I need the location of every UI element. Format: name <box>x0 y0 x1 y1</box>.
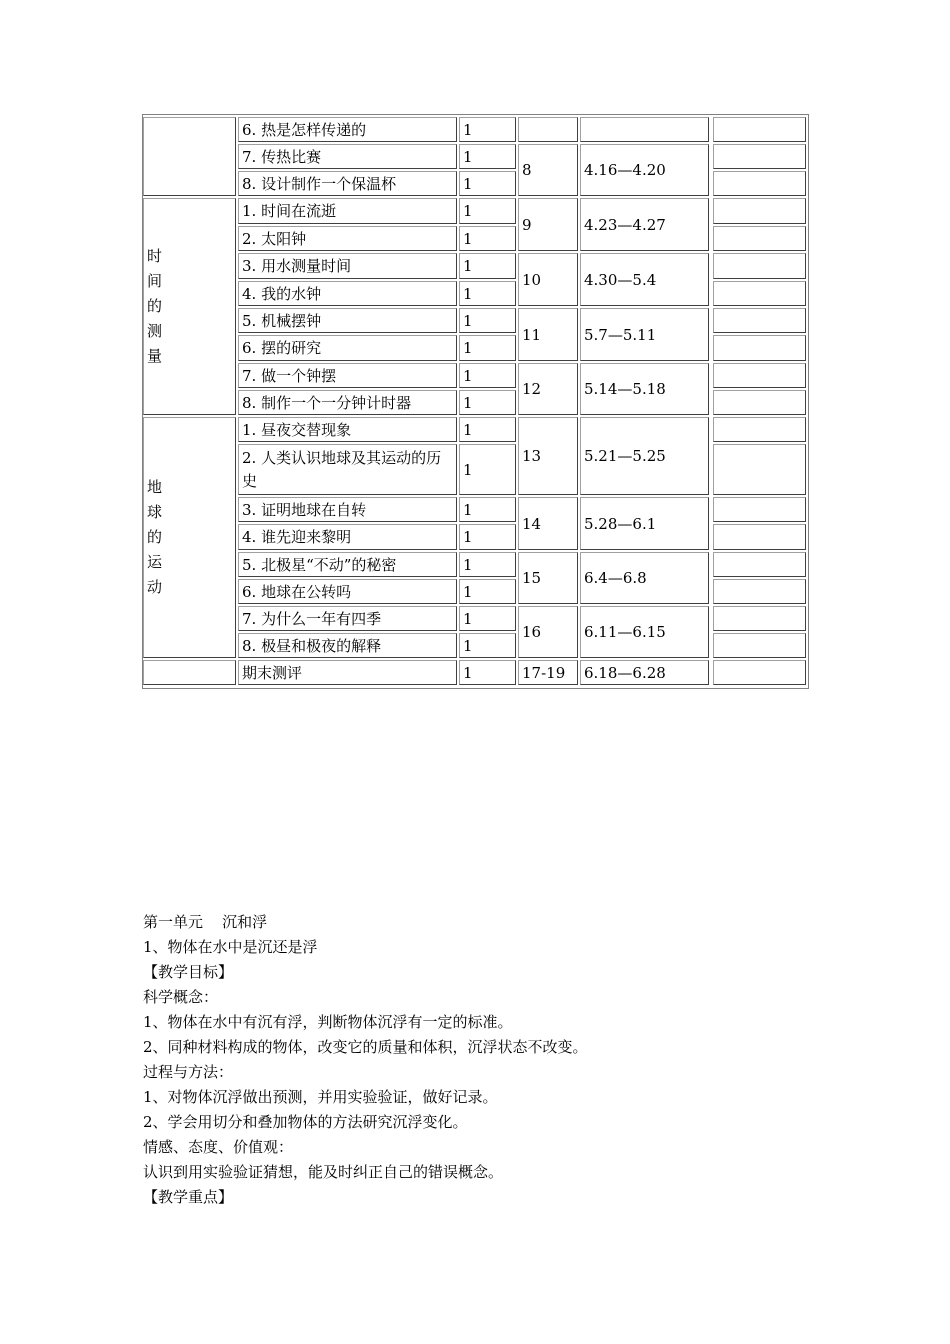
week-dates-cell-text: 6.4—6.8 <box>584 569 647 587</box>
lesson-hours-cell <box>459 633 516 658</box>
lesson-title-cell <box>238 117 457 142</box>
week-number-cell-text: 15 <box>522 569 542 587</box>
lesson-hours-cell <box>459 226 516 251</box>
lesson-title-cell-text: 6. 摆的研究 <box>242 339 322 357</box>
week-number-cell <box>518 117 578 142</box>
lesson-hours-cell-text: 1 <box>463 147 473 166</box>
lesson-title-cell <box>238 417 457 442</box>
lesson-hours-cell-text: 1 <box>463 311 473 330</box>
goals-heading: 【教学目标】 <box>143 963 234 981</box>
week-dates-cell <box>580 253 709 306</box>
lesson-hours-cell <box>459 117 516 142</box>
method-item: 1、对物体沉浮做出预测，并用实验验证，做好记录。 <box>143 1088 498 1106</box>
teaching-schedule-table <box>142 114 809 689</box>
lesson-hours-cell <box>459 552 516 577</box>
week-number-cell <box>518 198 578 251</box>
concept-item: 1、物体在水中有沉有浮，判断物体沉浮有一定的标准。 <box>143 1013 513 1031</box>
week-dates-cell-text: 6.11—6.15 <box>584 623 666 641</box>
lesson-title-cell-text: 2. 人类认识地球及其运动的历史 <box>242 448 442 490</box>
lesson-title-cell-text: 8. 极昼和极夜的解释 <box>242 636 382 655</box>
notes-cell <box>713 524 806 550</box>
lesson-title-cell <box>238 198 457 224</box>
lesson-title-cell-text: 6. 热是怎样传递的 <box>242 120 367 139</box>
week-dates-cell <box>580 363 709 415</box>
week-dates-cell <box>580 117 709 142</box>
lesson-title-cell-text: 3. 证明地球在自转 <box>242 500 367 519</box>
lesson-title-cell-text: 期末测评 <box>242 663 303 682</box>
lesson-hours-cell-text: 1 <box>463 636 473 655</box>
lesson-hours-cell <box>459 253 516 279</box>
lesson-title-cell-text: 8. 制作一个一分钟计时器 <box>242 393 412 412</box>
lesson-title-cell-text: 7. 做一个钟摆 <box>242 366 337 385</box>
notes-cell <box>713 335 806 361</box>
unit-name-cell-text: 地 球 的 运 动 <box>147 478 163 596</box>
lesson-hours-cell-text: 1 <box>463 229 473 248</box>
lesson-title-cell <box>238 606 457 631</box>
week-dates-cell-text: 5.14—5.18 <box>584 380 666 398</box>
notes-cell <box>713 308 806 333</box>
unit-name-cell-text: 时 间 的 测 量 <box>147 247 163 365</box>
science-concepts-label: 科学概念： <box>143 988 219 1006</box>
lesson-hours-cell <box>459 335 516 361</box>
notes-cell <box>713 633 806 658</box>
attitude-item: 认识到用实验验证猜想，能及时纠正自己的错误概念。 <box>143 1163 504 1181</box>
week-dates-cell-text: 5.21—5.25 <box>584 447 666 465</box>
week-number-cell-text: 13 <box>522 447 542 465</box>
week-dates-cell <box>580 497 709 550</box>
notes-cell <box>713 281 806 306</box>
lesson-plan <box>143 910 843 1210</box>
lesson-title-cell-text: 3. 用水测量时间 <box>242 257 352 275</box>
lesson-hours-cell-text: 1 <box>463 500 473 519</box>
lesson-hours-cell-text: 1 <box>463 120 473 139</box>
lesson-title-cell <box>238 171 457 196</box>
lesson-title-cell-text: 8. 设计制作一个保温杯 <box>242 174 397 193</box>
week-number-cell-text: 14 <box>522 514 542 533</box>
lesson-hours-cell-text: 1 <box>463 582 473 601</box>
notes-cell <box>713 606 806 631</box>
lesson-hours-cell-text: 1 <box>463 339 473 357</box>
process-methods-label: 过程与方法： <box>143 1063 234 1081</box>
week-dates-cell <box>580 198 709 251</box>
lesson-hours-cell-text: 1 <box>463 257 473 275</box>
lesson-title-cell <box>238 390 457 415</box>
week-number-cell-text: 12 <box>522 380 542 398</box>
week-dates-cell-text: 5.28—6.1 <box>584 514 657 533</box>
week-dates-cell <box>580 308 709 361</box>
lesson-title: 1、物体在水中是沉还是浮 <box>143 938 318 956</box>
week-dates-cell-text: 4.30—5.4 <box>584 270 657 289</box>
notes-cell <box>713 144 806 169</box>
week-number-cell <box>518 606 578 658</box>
week-dates-cell <box>580 144 709 196</box>
notes-cell <box>713 497 806 522</box>
lesson-title-cell-text: 7. 为什么一年有四季 <box>242 609 382 628</box>
lesson-title-cell <box>238 226 457 251</box>
notes-cell <box>713 226 806 251</box>
lesson-hours-cell <box>459 308 516 333</box>
lesson-hours-cell <box>459 144 516 169</box>
week-number-cell-text: 8 <box>522 161 532 179</box>
lesson-hours-cell <box>459 363 516 388</box>
unit-heading: 第一单元 沉和浮 <box>143 913 268 931</box>
lesson-title-cell <box>238 497 457 522</box>
lesson-title-cell <box>238 144 457 169</box>
week-dates-cell-text: 4.16—4.20 <box>584 161 666 179</box>
lesson-hours-cell <box>459 198 516 224</box>
lesson-hours-cell <box>459 281 516 306</box>
notes-cell <box>713 579 806 604</box>
notes-cell <box>713 253 806 279</box>
week-dates-cell-text: 5.7—5.11 <box>584 325 657 344</box>
week-dates-cell-text: 4.23—4.27 <box>584 215 666 234</box>
week-number-cell <box>518 308 578 361</box>
lesson-title-cell <box>238 363 457 388</box>
lesson-title-cell-text: 6. 地球在公转吗 <box>242 582 352 601</box>
week-number-cell <box>518 497 578 550</box>
notes-cell <box>713 117 806 142</box>
lesson-hours-cell-text: 1 <box>463 555 473 574</box>
lesson-hours-cell-text: 1 <box>463 420 473 439</box>
unit-name-cell <box>143 117 236 196</box>
lesson-title-cell <box>238 660 457 685</box>
lesson-title-cell <box>238 579 457 604</box>
key-points-heading: 【教学重点】 <box>143 1188 234 1206</box>
lesson-title-cell-text: 2. 太阳钟 <box>242 229 307 248</box>
week-number-cell <box>518 363 578 415</box>
lesson-hours-cell-text: 1 <box>463 663 473 682</box>
week-dates-cell <box>580 606 709 658</box>
week-number-cell <box>518 253 578 306</box>
lesson-title-cell <box>238 444 457 495</box>
lesson-title-cell <box>238 524 457 550</box>
week-number-cell <box>518 417 578 495</box>
week-dates-cell <box>580 552 709 604</box>
lesson-hours-cell-text: 1 <box>463 202 473 220</box>
lesson-hours-cell <box>459 660 516 685</box>
notes-cell <box>713 660 806 685</box>
unit-name-cell <box>143 198 236 415</box>
method-item: 2、学会用切分和叠加物体的方法研究沉浮变化。 <box>143 1113 468 1131</box>
unit-name-cell <box>143 660 236 685</box>
week-dates-cell <box>580 417 709 495</box>
lesson-title-cell-text: 4. 我的水钟 <box>242 284 322 303</box>
concept-item: 2、同种材料构成的物体，改变它的质量和体积，沉浮状态不改变。 <box>143 1038 588 1056</box>
lesson-hours-cell-text: 1 <box>463 393 473 412</box>
week-dates-cell <box>580 660 709 685</box>
lesson-title-cell-text: 5. 机械摆钟 <box>242 311 322 330</box>
notes-cell <box>713 444 806 495</box>
lesson-hours-cell <box>459 390 516 415</box>
attitude-label: 情感、态度、价值观： <box>143 1138 294 1156</box>
notes-cell <box>713 417 806 442</box>
week-number-cell-text: 17-19 <box>522 663 566 682</box>
lesson-title-cell-text: 4. 谁先迎来黎明 <box>242 528 352 546</box>
lesson-title-cell <box>238 281 457 306</box>
lesson-title-cell-text: 1. 时间在流逝 <box>242 202 337 220</box>
lesson-title-cell-text: 7. 传热比赛 <box>242 147 322 166</box>
week-number-cell-text: 11 <box>522 325 542 344</box>
lesson-hours-cell <box>459 444 516 495</box>
week-number-cell <box>518 660 578 685</box>
lesson-hours-cell <box>459 497 516 522</box>
lesson-title-cell <box>238 253 457 279</box>
week-number-cell-text: 10 <box>522 270 542 289</box>
notes-cell <box>713 171 806 196</box>
lesson-hours-cell-text: 1 <box>463 284 473 303</box>
notes-cell <box>713 363 806 388</box>
lesson-hours-cell-text: 1 <box>463 609 473 628</box>
lesson-hours-cell-text: 1 <box>463 460 473 479</box>
unit-name-cell <box>143 417 236 658</box>
lesson-title-cell <box>238 633 457 658</box>
week-number-cell-text: 16 <box>522 623 542 641</box>
notes-cell <box>713 390 806 415</box>
notes-cell <box>713 198 806 224</box>
lesson-title-cell <box>238 335 457 361</box>
lesson-hours-cell <box>459 606 516 631</box>
week-number-cell <box>518 144 578 196</box>
lesson-hours-cell <box>459 524 516 550</box>
lesson-hours-cell <box>459 171 516 196</box>
notes-cell <box>713 552 806 577</box>
lesson-hours-cell <box>459 579 516 604</box>
lesson-title-cell <box>238 552 457 577</box>
lesson-hours-cell-text: 1 <box>463 366 473 385</box>
lesson-hours-cell-text: 1 <box>463 174 473 193</box>
week-number-cell-text: 9 <box>522 215 532 234</box>
lesson-hours-cell-text: 1 <box>463 528 473 546</box>
lesson-title-cell-text: 5. 北极星“不动”的秘密 <box>242 555 397 574</box>
lesson-hours-cell <box>459 417 516 442</box>
lesson-title-cell-text: 1. 昼夜交替现象 <box>242 420 352 439</box>
week-dates-cell-text: 6.18—6.28 <box>584 663 666 682</box>
lesson-title-cell <box>238 308 457 333</box>
week-number-cell <box>518 552 578 604</box>
